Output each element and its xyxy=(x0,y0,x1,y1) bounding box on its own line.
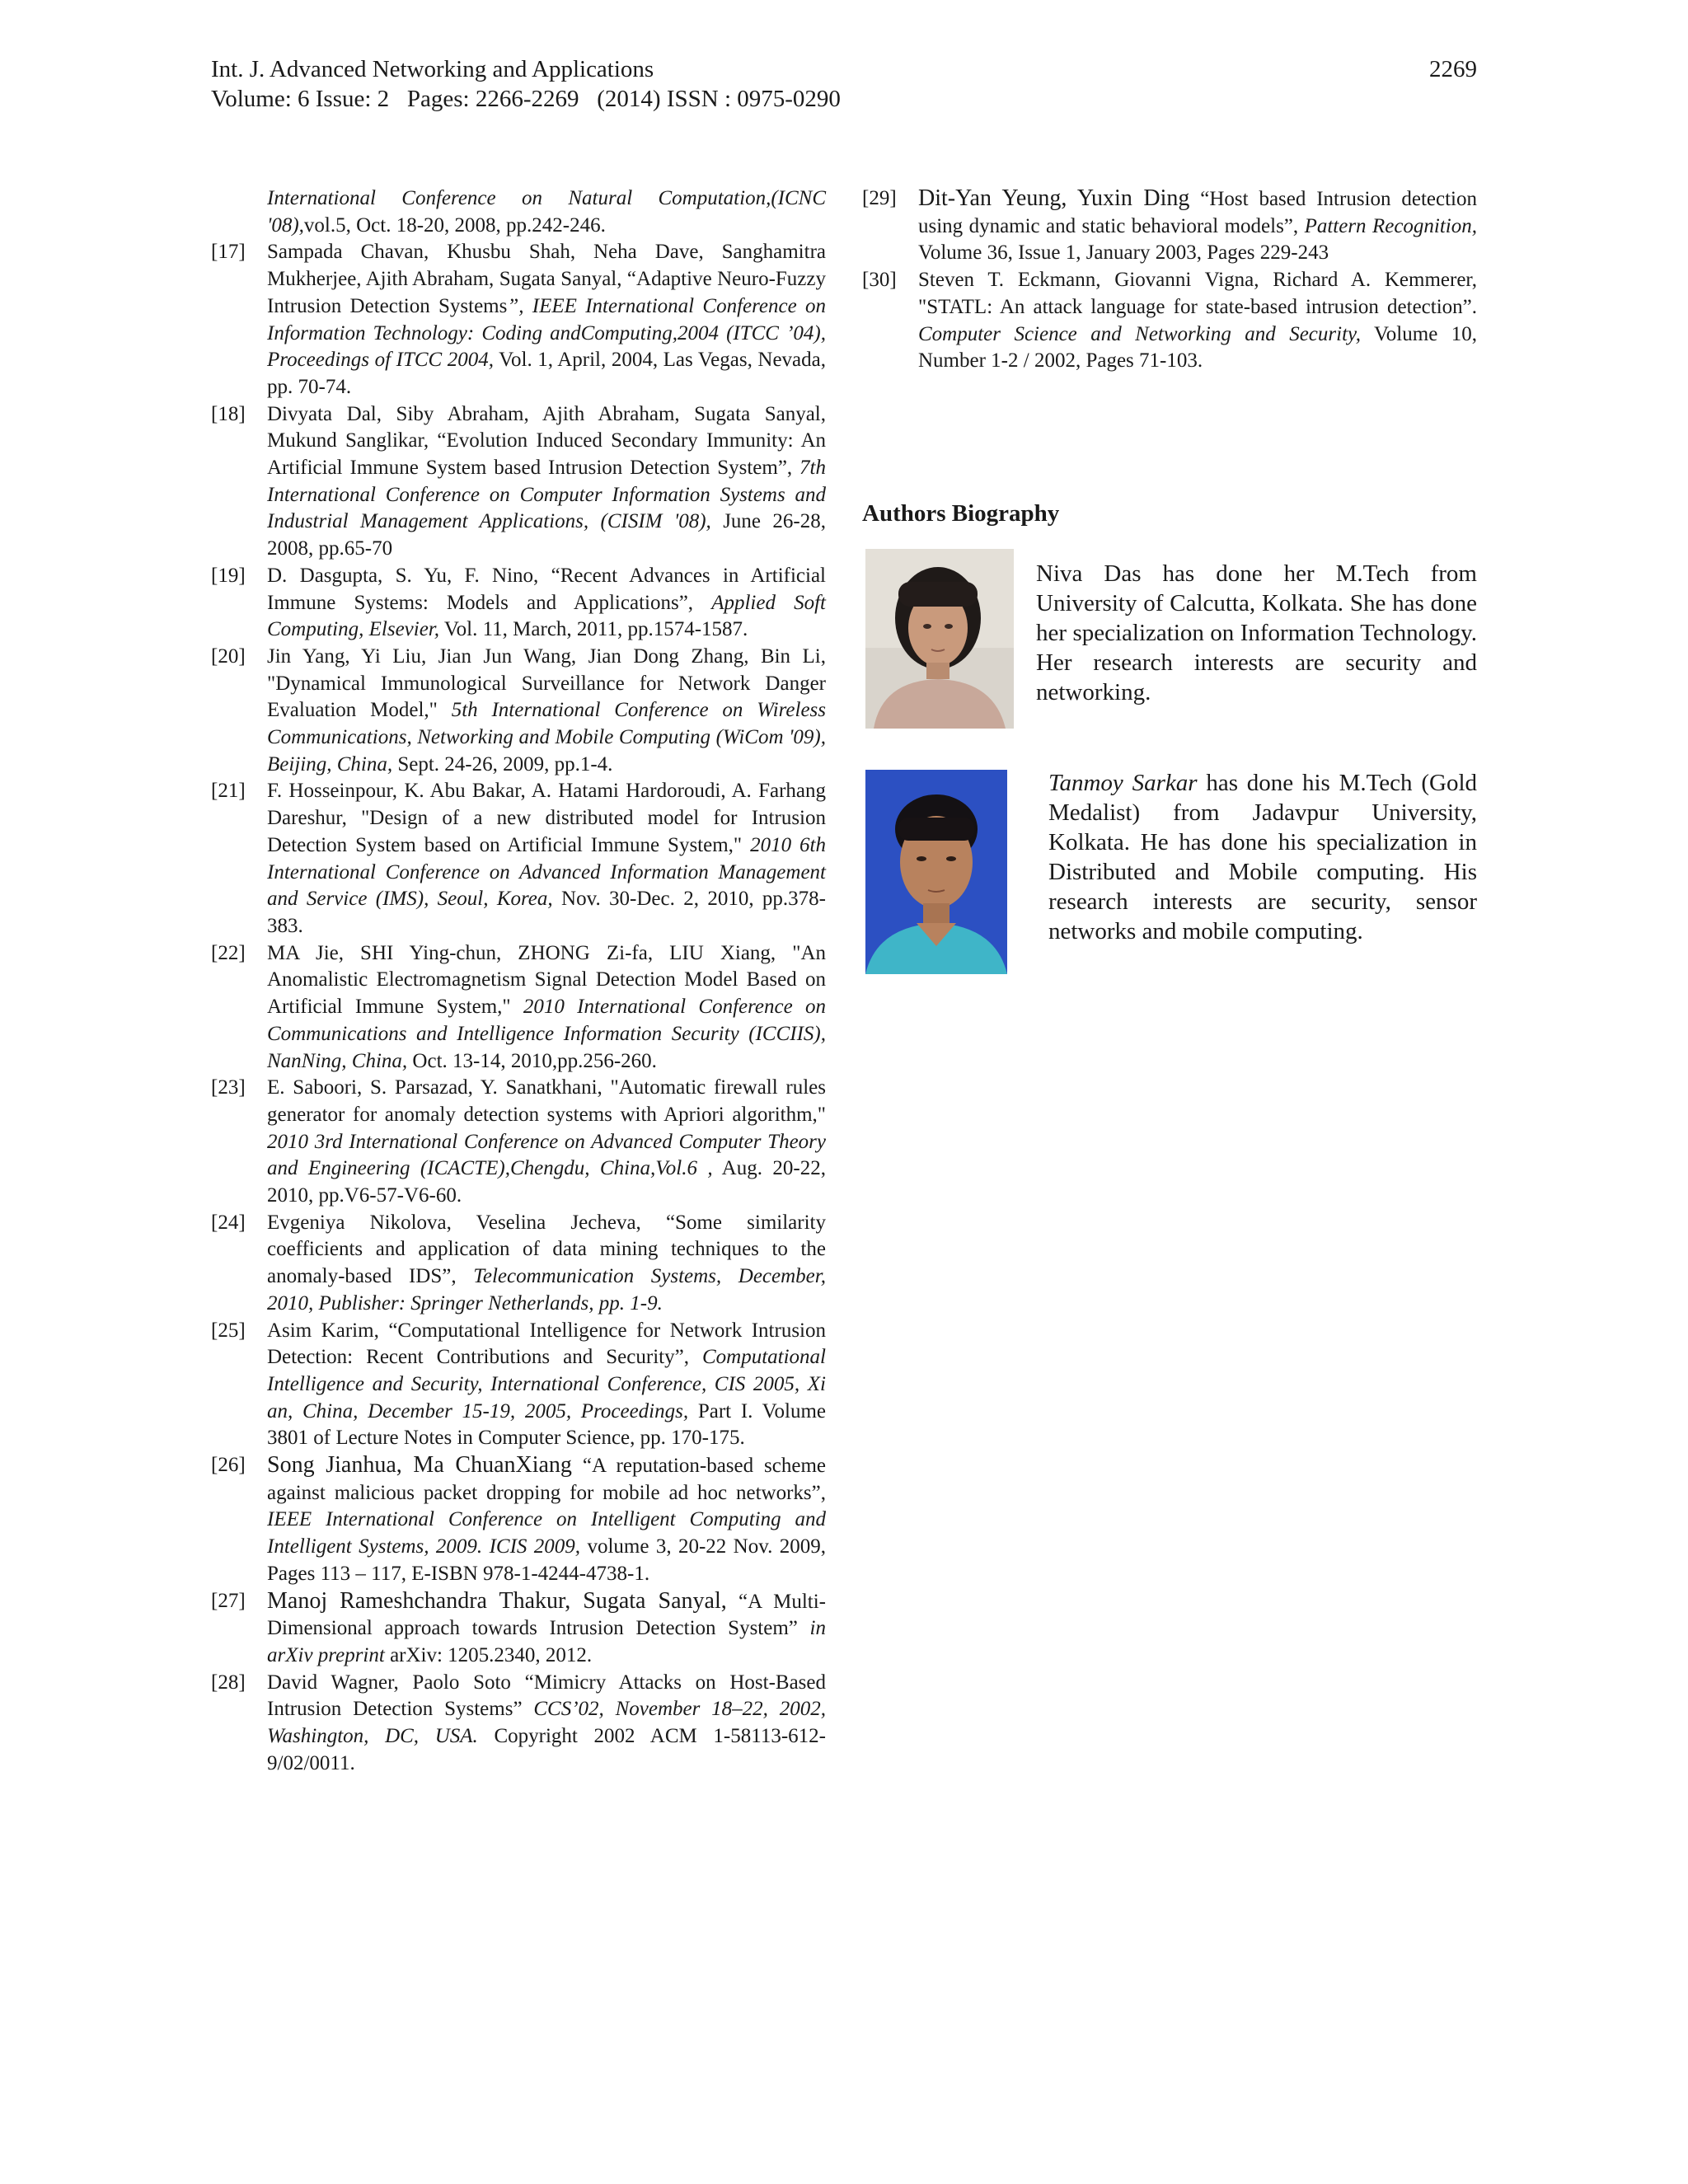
reference-item xyxy=(211,778,826,940)
reference-venue: CCS’02, November 18–22, 2002, Washington, DC, USA. xyxy=(267,1698,826,1748)
reference-number: [25] xyxy=(211,1319,246,1342)
reference-item xyxy=(862,267,1477,375)
reference-text: Evgeniya Nikolova, Veselina Jecheva, “Some similarity coefficients and application of data mining techniques to the anomaly-based IDS”, xyxy=(267,1211,826,1288)
reference-number: [19] xyxy=(211,564,246,587)
volume-line: Volume: 6 Issue: 2 Pages: 2266-2269 (2014) ISSN : 0975-0290 xyxy=(211,86,841,112)
author-photo-niva-das xyxy=(865,549,1014,729)
reference-item xyxy=(211,1588,826,1670)
right-reference-list xyxy=(862,185,1477,375)
reference-venue: Computational Intelligence and Security, International Conference, CIS 2005, Xi an, China, December 15-19, 2005, Proceedings, xyxy=(267,1346,826,1422)
reference-details: Sept. 24-26, 2009, pp.1-4. xyxy=(392,752,613,776)
reference-details: Oct. 13-14, 2010,pp.256-260. xyxy=(407,1049,657,1072)
reference-venue: 2010 International Conference on Communications and Intelligence Information Security (ICCIIS), NanNing, China, xyxy=(267,996,826,1072)
reference-authors: Manoj Rameshchandra Thakur, Sugata Sanyal, xyxy=(267,1587,727,1614)
bio-niva-das: Niva Das has done her M.Tech from University of Calcutta, Kolkata. She has done her specialization on Information Technology. Her research interests are security and networking. xyxy=(1036,560,1477,705)
reference-item xyxy=(211,239,826,401)
reference-venue: 2010 3rd International Conference on Advanced Computer Theory and Engineering (ICACTE),Chengdu, China,Vol.6 , xyxy=(267,1130,826,1180)
reference-item xyxy=(211,563,826,644)
reference-number: [28] xyxy=(211,1671,246,1694)
reference-number: [20] xyxy=(211,644,246,668)
reference-venue: Telecommunication Systems, December, 2010, Publisher: Springer Netherlands, pp. 1-9. xyxy=(267,1265,826,1315)
reference-venue: Computer Science and Networking and Security, xyxy=(918,322,1361,345)
reference-details: Volume 10, Number 1-2 / 2002, Pages 71-103. xyxy=(918,322,1477,373)
reference-number: [23] xyxy=(211,1076,246,1099)
reference-text: MA Jie, SHI Ying-chun, ZHONG Zi-fa, LIU Xiang, "An Anomalistic Electromagnetism Signal Detection Model Based on Artificial Immune System," xyxy=(267,941,826,1019)
reference-item xyxy=(862,185,1477,267)
reference-number: [26] xyxy=(211,1454,246,1477)
reference-details: Copyright 2002 ACM 1-58113-612-9/02/0011. xyxy=(267,1725,826,1774)
reference-venue: in arXiv preprint xyxy=(267,1617,826,1666)
reference-number: [30] xyxy=(862,269,897,292)
reference-number: [17] xyxy=(211,241,246,264)
reference-item xyxy=(211,401,826,563)
reference-item xyxy=(211,1075,826,1210)
ref-continuation-plain: vol.5, Oct. 18-20, 2008, pp.242-246. xyxy=(303,213,606,237)
reference-venue: IEEE International Conference on Intelligent Computing and Intelligent Systems, 2009. ICIS 2009, xyxy=(267,1508,826,1558)
bio-heading: Authors Biography xyxy=(862,500,1060,527)
reference-details: volume 3, 20-22 Nov. 2009, Pages 113 – 117, E-ISBN 978-1-4244-4738-1. xyxy=(267,1535,826,1585)
reference-text: Sampada Chavan, Khusbu Shah, Neha Dave, Sanghamitra Mukherjee, Ajith Abraham, Sugata Sanyal, “Adaptive Neuro-Fuzzy Intrusion Detection Systems xyxy=(267,241,826,317)
reference-number: [24] xyxy=(211,1211,246,1234)
reference-item xyxy=(211,940,826,1076)
reference-item xyxy=(211,1670,826,1778)
reference-details: Volume 36, Issue 1, January 2003, Pages 229-243 xyxy=(918,241,1329,265)
author-photo-tanmoy-sarkar xyxy=(865,770,1007,974)
reference-text: D. Dasgupta, S. Yu, F. Nino, “Recent Advances in Artificial Immune Systems: Models and Applications”, xyxy=(267,564,826,614)
reference-text: Steven T. Eckmann, Giovanni Vigna, Richard A. Kemmerer, "STATL: An attack language for state-based intrusion detection”. xyxy=(918,269,1477,318)
left-column xyxy=(211,185,826,1777)
bio-tanmoy-sarkar xyxy=(1048,768,1477,946)
reference-venue: Pattern Recognition, xyxy=(1304,214,1477,237)
reference-text: David Wagner, Paolo Soto “Mimicry Attacks on Host-Based Intrusion Detection Systems” xyxy=(267,1671,826,1721)
reference-text: Jin Yang, Yi Liu, Jian Jun Wang, Jian Dong Zhang, Bin Li, "Dynamical Immunological Surveillance for Network Danger Evaluation Model," xyxy=(267,644,826,722)
reference-authors: Dit-Yan Yeung, Yuxin Ding xyxy=(918,185,1190,211)
reference-text: E. Saboori, S. Parsazad, Y. Sanatkhani, "Automatic firewall rules generator for anomaly detection systems with Apriori algorithm," xyxy=(267,1076,826,1126)
reference-details: Nov. 30-Dec. 2, 2010, pp.378-383. xyxy=(267,888,827,937)
reference-details: arXiv: 1205.2340, 2012. xyxy=(384,1643,593,1666)
reference-text: Asim Karim, “Computational Intelligence for Network Intrusion Detection: Recent Contributions and Security”, xyxy=(267,1319,826,1369)
reference-venue: 2010 6th International Conference on Advanced Information Management and Service (IMS), Seoul, Korea, xyxy=(267,833,827,911)
reference-number: [27] xyxy=(211,1589,246,1612)
reference-venue: 7th International Conference on Computer Information Systems and Industrial Management Applications, (CISIM '08), xyxy=(267,457,826,533)
reference-text: “A reputation-based scheme against malicious packet dropping for mobile ad hoc networks”, xyxy=(267,1455,826,1504)
reference-text: “A Multi-Dimensional approach towards Intrusion Detection System” xyxy=(267,1590,827,1640)
reference-number: [29] xyxy=(862,187,897,209)
reference-text: “Host based Intrusion detection using dynamic and static behavioral models”, xyxy=(918,188,1477,237)
left-reference-list xyxy=(211,239,826,1777)
ref-continuation-italic: International Conference on Natural Computation,(ICNC '08), xyxy=(267,187,826,237)
reference-item xyxy=(211,1318,826,1453)
reference-number: [21] xyxy=(211,780,246,803)
reference-details: Vol. 11, March, 2011, pp.1574-1587. xyxy=(439,618,748,641)
reference-number: [18] xyxy=(211,402,246,425)
reference-number: [22] xyxy=(211,941,246,964)
reference-text: F. Hosseinpour, K. Abu Bakar, A. Hatami Hardoroudi, A. Farhang Dareshur, "Design of a new distributed model for Intrusion Detection System based on Artificial Immune System," xyxy=(267,780,826,856)
reference-details: June 26-28, 2008, pp.65-70 xyxy=(267,510,826,560)
reference-authors: Song Jianhua, Ma ChuanXiang xyxy=(267,1452,572,1479)
reference-venue: 5th International Conference on Wireless Communications, Networking and Mobile Computing (WiCom '09), Beijing, China, xyxy=(267,699,827,776)
reference-venue: ”, IEEE International Conference on Information Technology: Coding andComputing,2004 (ITCC ’04), Proceedings of ITCC 2004, xyxy=(267,294,826,372)
reference-continuation xyxy=(211,185,826,239)
reference-text: Divyata Dal, Siby Abraham, Ajith Abraham, Sugata Sanyal, Mukund Sanglikar, “Evolution Induced Secondary Immunity: An Artificial Immune System based Intrusion Detection System”, xyxy=(267,402,826,480)
bio2-author-name: Tanmoy Sarkar xyxy=(1048,770,1198,796)
reference-item xyxy=(211,644,826,779)
reference-details: Part I. Volume 3801 of Lecture Notes in Computer Science, pp. 170-175. xyxy=(267,1399,826,1450)
right-column xyxy=(862,185,1477,375)
reference-item xyxy=(211,1210,826,1318)
bio2-text: has done his M.Tech (Gold Medalist) from Jadavpur University, Kolkata. He has done his specialization in Distributed and Mobile computing. His research interests are security, sensor networks and mobile computing. xyxy=(1048,770,1477,944)
reference-details: Aug. 20-22, 2010, pp.V6-57-V6-60. xyxy=(267,1157,826,1207)
reference-details: Vol. 1, April, 2004, Las Vegas, Nevada, pp. 70-74. xyxy=(267,349,826,398)
page-number: 2269 xyxy=(1429,56,1477,82)
journal-title: Int. J. Advanced Networking and Applications xyxy=(211,56,654,82)
reference-venue: Applied Soft Computing, Elsevier, xyxy=(267,591,826,641)
reference-item xyxy=(211,1452,826,1588)
